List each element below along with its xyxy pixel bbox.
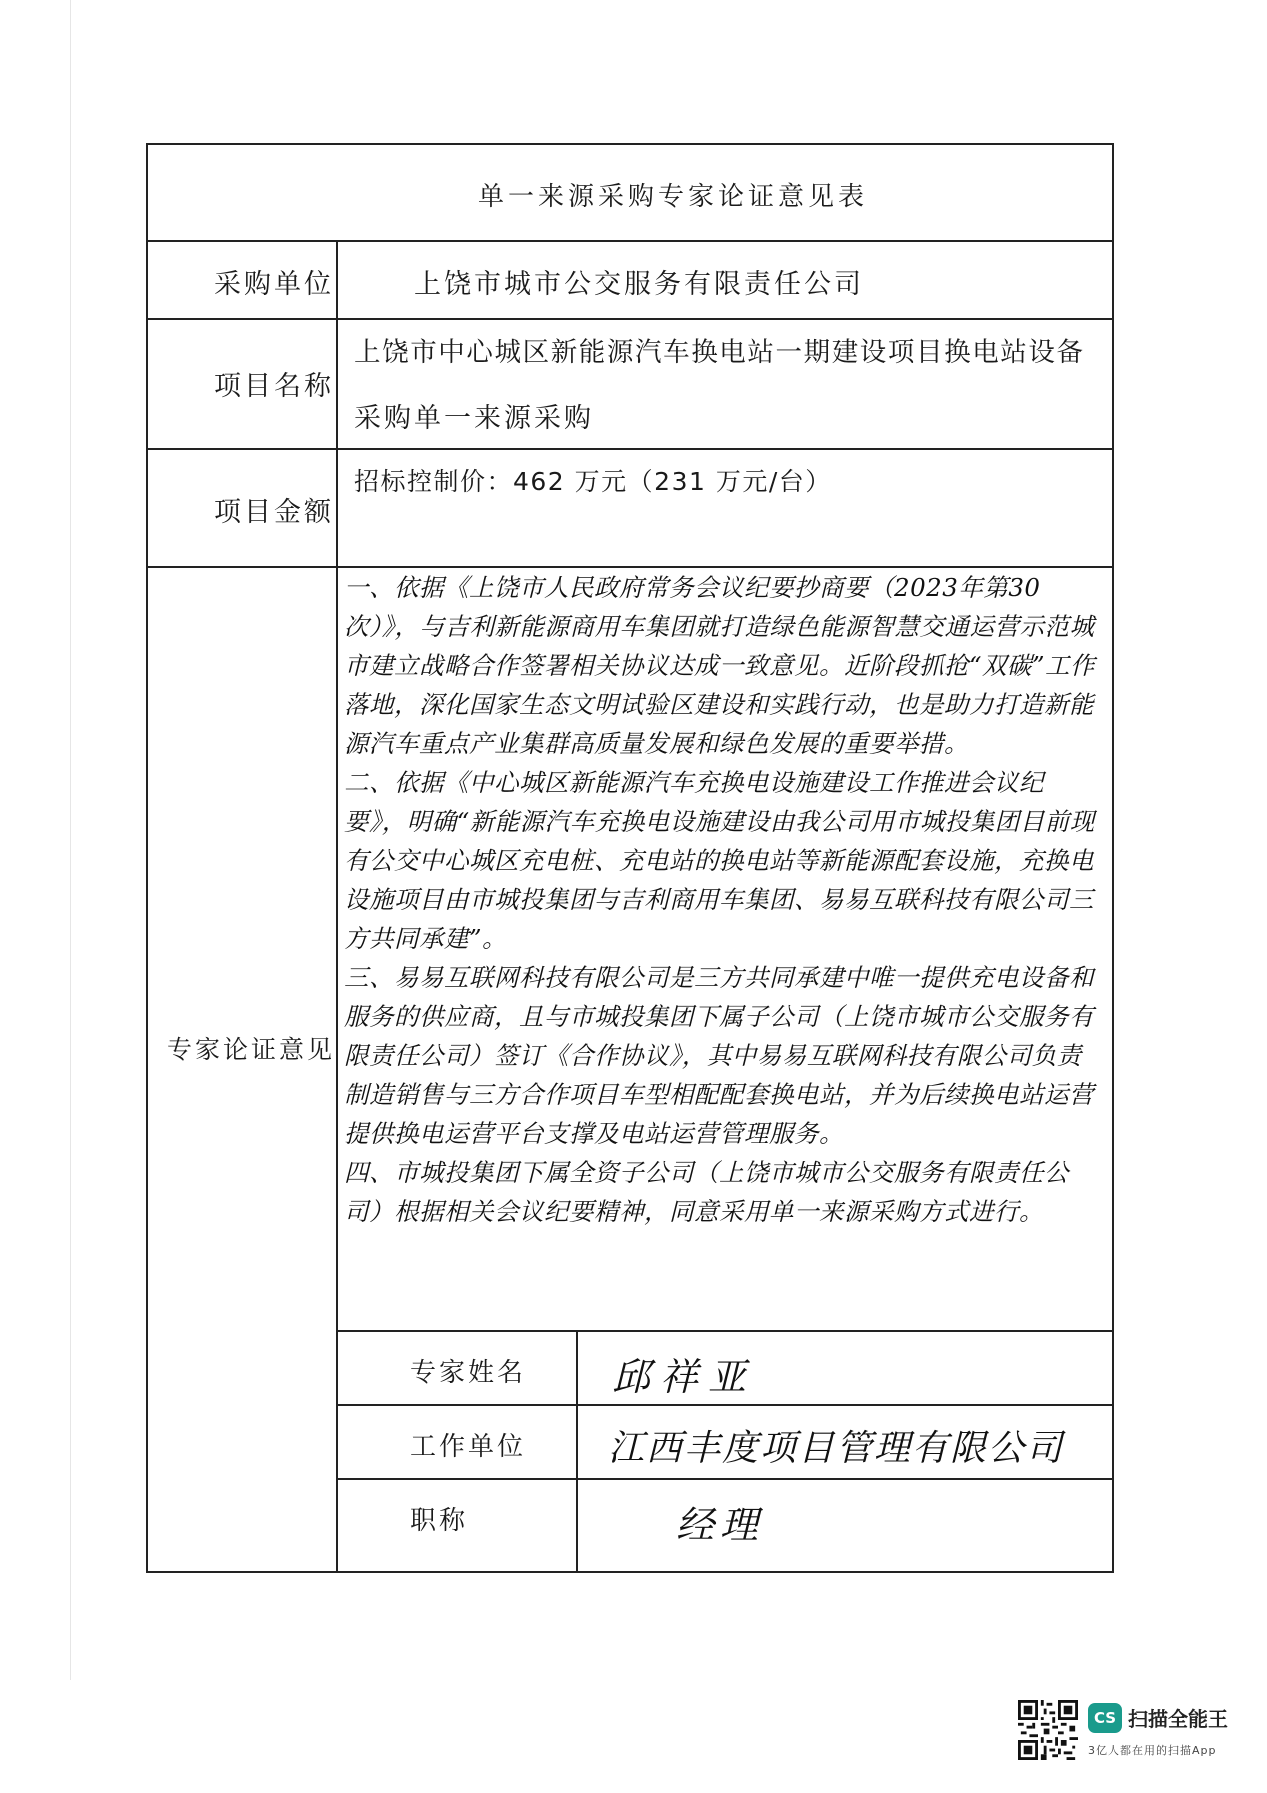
- row-divider: [336, 1404, 1114, 1406]
- expert-name-value: 邱祥亚: [612, 1355, 757, 1399]
- job-title-value: 经理: [676, 1503, 765, 1547]
- row-divider: [146, 448, 1114, 450]
- purchaser-value: 上饶市城市公交服务有限责任公司: [414, 269, 864, 300]
- work-unit-value: 江西丰度项目管理有限公司: [608, 1428, 1065, 1469]
- scanner-slogan: 3亿人都在用的扫描App: [1088, 1744, 1217, 1757]
- page-edge: [70, 0, 71, 1680]
- opinion-text: 一、依据《上饶市人民政府常务会议纪要抄商要（2023年第30次）》，与吉利新能源商用车集团就打造绿色能源智慧交通运营示范城市建立战略合作签署相关协议达成一致意见。近阶段抓抢“双碳”工作落地，深化国家生态文明试验区建设和实践行动，也是助力打造新能源汽车重点产业集群高质量发展和绿色发展的重要举措。 二、依据《中心城区新能源汽车充换电设施建设工作推进会议纪要》，明确“新能源汽车充换电设施建设由我公司用市城投集团目前现有公交中心城区充电桩、充电站的换电站等新能源配套设施，充换电设施项目由市城投集团与吉利商用车集团、易易互联科技有限公司三方共同承建”。 三、易易互联网科技有限公司是三方共同承建中唯一提供充电设备和服务的供应商，且与市城投集团下属子公司（上饶市城市公交服务有限责任公司）签订《合作协议》，其中易易互联网科技有限公司负责制造销售与三方合作项目车型相配配套换电站，并为后续换电站运营提供换电运营平台支撑及电站运营管理服务。 四、市城投集团下属全资子公司（上饶市城市公交服务有限责任公司）根据相关会议纪要精神，同意采用单一来源采购方式进行。: [344, 573, 1096, 1226]
- expert-name-label: 专家姓名: [410, 1358, 527, 1388]
- row-divider: [336, 1478, 1114, 1480]
- project-name-line1: 上饶市中心城区新能源汽车换电站一期建设项目换电站设备: [354, 337, 1085, 368]
- project-name-line2: 采购单一来源采购: [354, 403, 594, 434]
- form-title: 单一来源采购专家论证意见表: [478, 182, 869, 212]
- job-title-label: 职称: [410, 1506, 469, 1536]
- amount-label: 项目金额: [214, 497, 334, 528]
- amount-value: 招标控制价：462 万元（231 万元/台）: [354, 467, 832, 496]
- row-divider: [146, 240, 1114, 242]
- column-divider: [576, 1330, 578, 1573]
- project-name-label: 项目名称: [214, 371, 334, 402]
- row-divider: [146, 318, 1114, 320]
- opinion-label: 专家论证意见: [167, 1035, 336, 1064]
- purchaser-label: 采购单位: [214, 269, 334, 300]
- row-divider: [336, 1330, 1114, 1332]
- column-divider: [336, 240, 338, 1573]
- work-unit-label: 工作单位: [410, 1432, 527, 1462]
- qr-code-icon: [1018, 1700, 1078, 1760]
- scanner-brand: 扫描全能王: [1128, 1707, 1228, 1731]
- cs-logo-icon: CS: [1088, 1703, 1122, 1733]
